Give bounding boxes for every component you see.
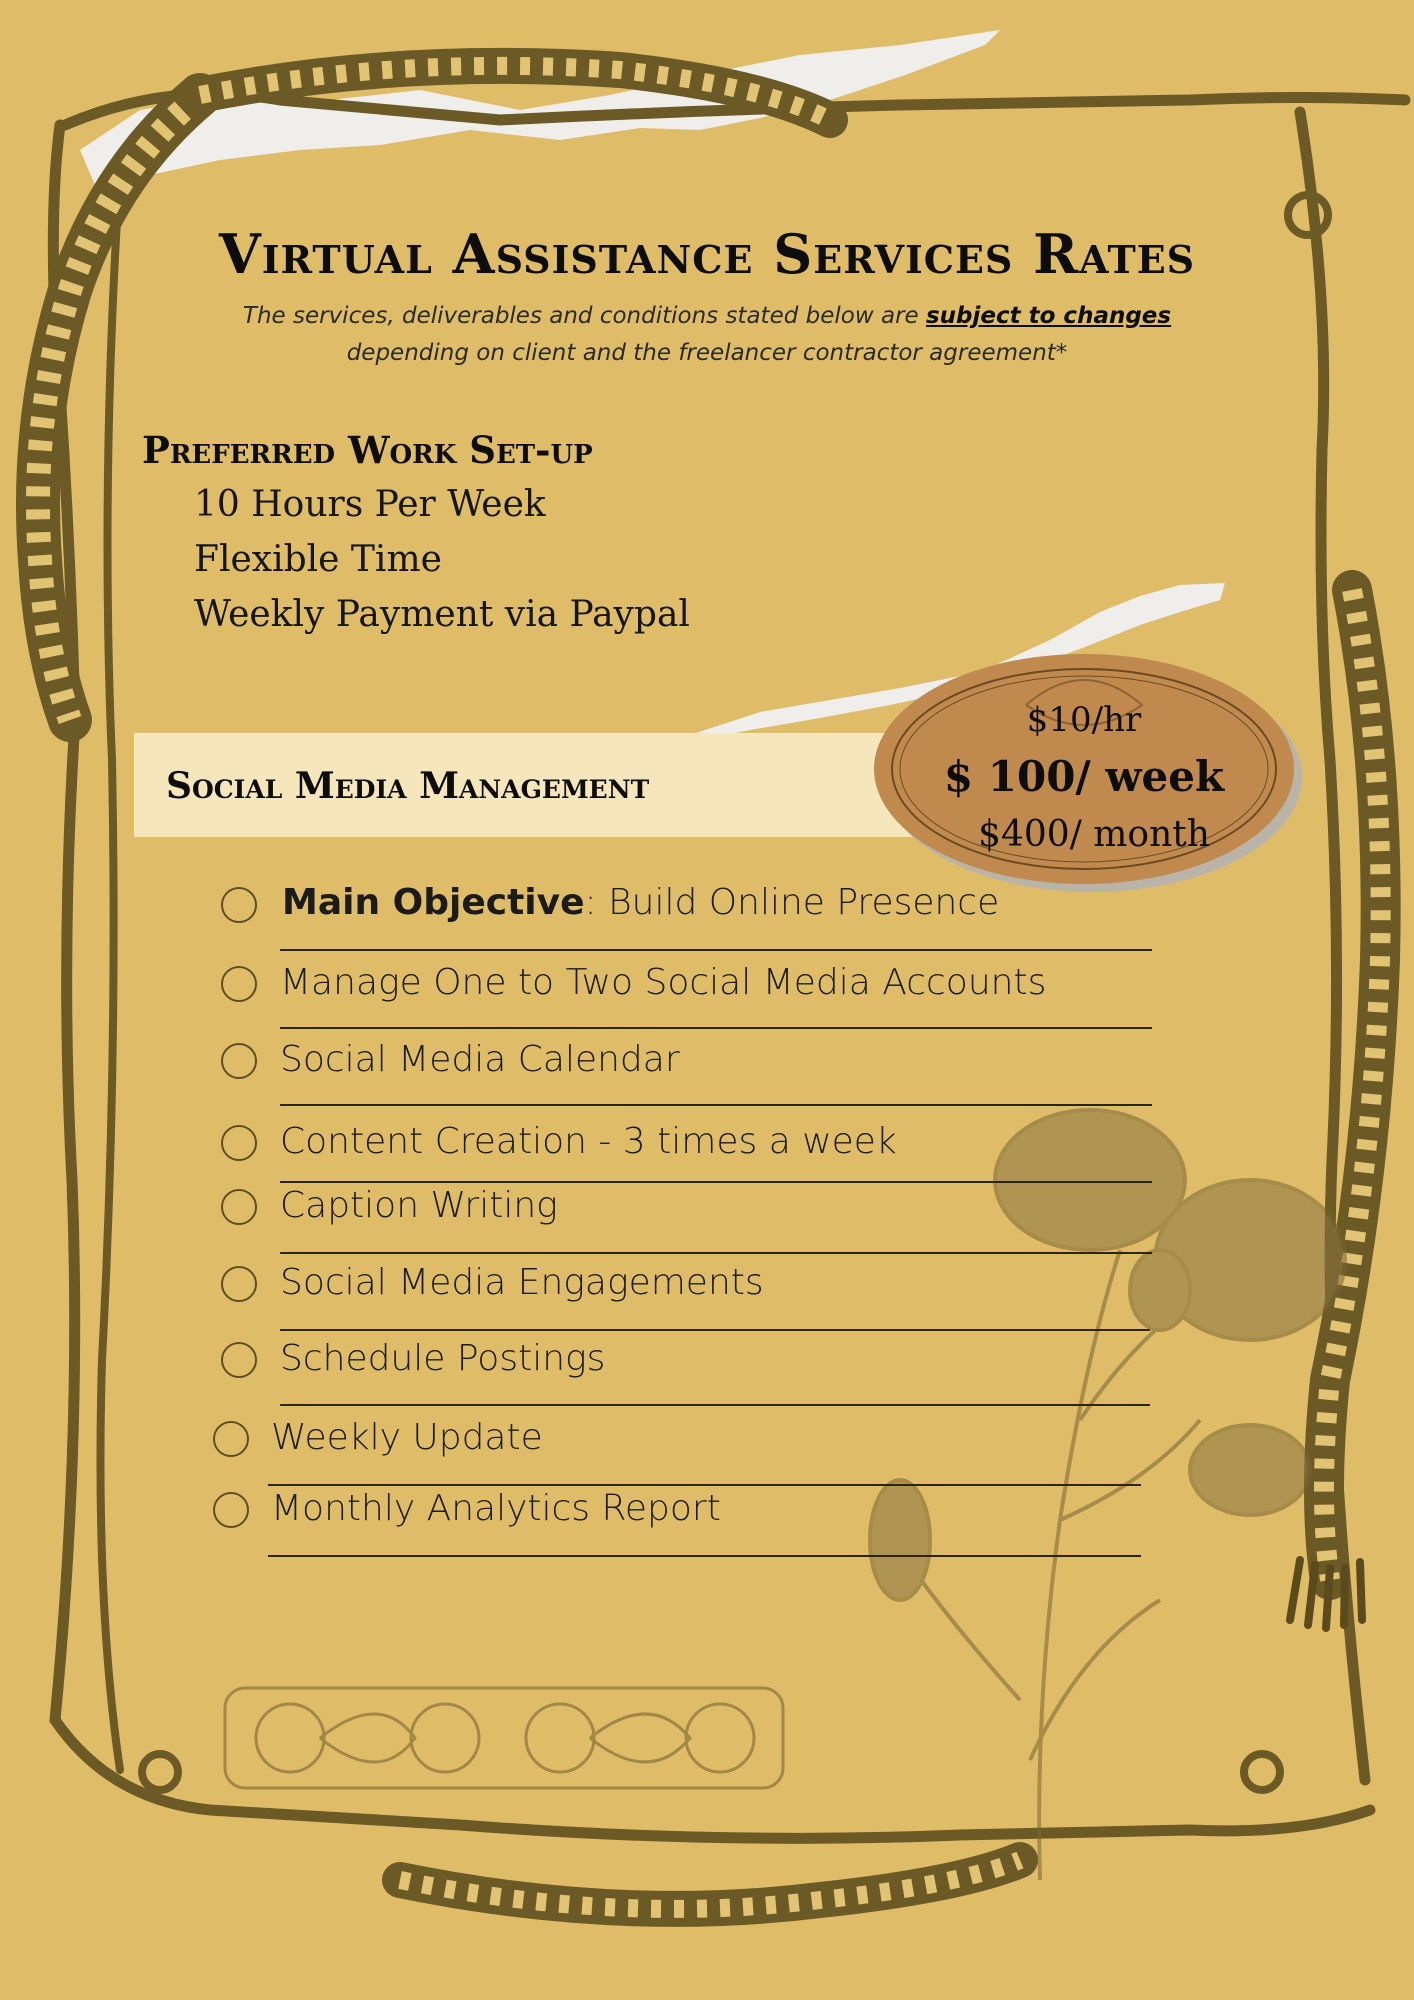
checkbox-circle[interactable] — [221, 1125, 257, 1161]
checkbox-circle[interactable] — [221, 1342, 257, 1378]
deliverable-item: Manage One to Two Social Media Accounts — [280, 962, 1047, 1003]
checkbox-circle[interactable] — [213, 1421, 249, 1457]
divider — [280, 949, 1152, 951]
divider — [280, 1252, 1152, 1254]
divider — [280, 1181, 1152, 1183]
deliverable-item: Schedule Postings — [280, 1338, 606, 1379]
divider — [280, 1027, 1152, 1029]
deliverable-item: Caption Writing — [280, 1185, 558, 1226]
work-setup-item: 10 Hours Per Week — [194, 484, 546, 525]
price-weekly: $ 100/ week — [943, 752, 1225, 801]
subtitle-intro: The services, deliverables and conditions stated below are — [242, 303, 926, 329]
price-monthly: $400/ month — [978, 814, 1210, 855]
page-subtitle — [0, 298, 1414, 372]
scroll-inner-edge — [100, 170, 120, 1770]
subtitle-continuation: depending on client and the freelancer contractor agreement* — [346, 340, 1068, 366]
work-setup-heading: Preferred Work Set-up — [142, 428, 593, 472]
flower-illustration — [870, 1110, 1345, 1880]
main-objective — [282, 882, 999, 923]
main-objective-value: : Build Online Presence — [584, 882, 1000, 923]
page-title: Virtual Assistance Services Rates — [218, 222, 1196, 286]
checkbox-circle[interactable] — [221, 887, 257, 923]
divider — [268, 1484, 1141, 1486]
checkbox-circle[interactable] — [221, 1189, 257, 1225]
work-setup-item: Flexible Time — [194, 539, 442, 580]
main-objective-label: Main Objective — [282, 882, 585, 923]
deliverable-item: Social Media Engagements — [280, 1262, 764, 1303]
ornament-panel — [225, 1688, 783, 1788]
checkbox-circle[interactable] — [213, 1492, 249, 1528]
checkbox-circle[interactable] — [221, 1266, 257, 1302]
section-title: Social Media Management — [166, 765, 650, 807]
deliverable-item: Social Media Calendar — [280, 1039, 680, 1080]
checkbox-circle[interactable] — [221, 966, 257, 1002]
divider — [280, 1104, 1152, 1106]
subtitle-emphasis: subject to changes — [925, 303, 1172, 329]
work-setup-item: Weekly Payment via Paypal — [194, 594, 690, 635]
divider — [280, 1329, 1150, 1331]
divider — [268, 1555, 1141, 1557]
checkbox-circle[interactable] — [221, 1043, 257, 1079]
deliverable-item: Content Creation - 3 times a week — [280, 1121, 897, 1162]
deliverable-item: Monthly Analytics Report — [271, 1488, 721, 1529]
deliverable-item: Weekly Update — [271, 1417, 543, 1458]
price-hourly: $10/hr — [1026, 700, 1142, 740]
divider — [280, 1404, 1150, 1406]
